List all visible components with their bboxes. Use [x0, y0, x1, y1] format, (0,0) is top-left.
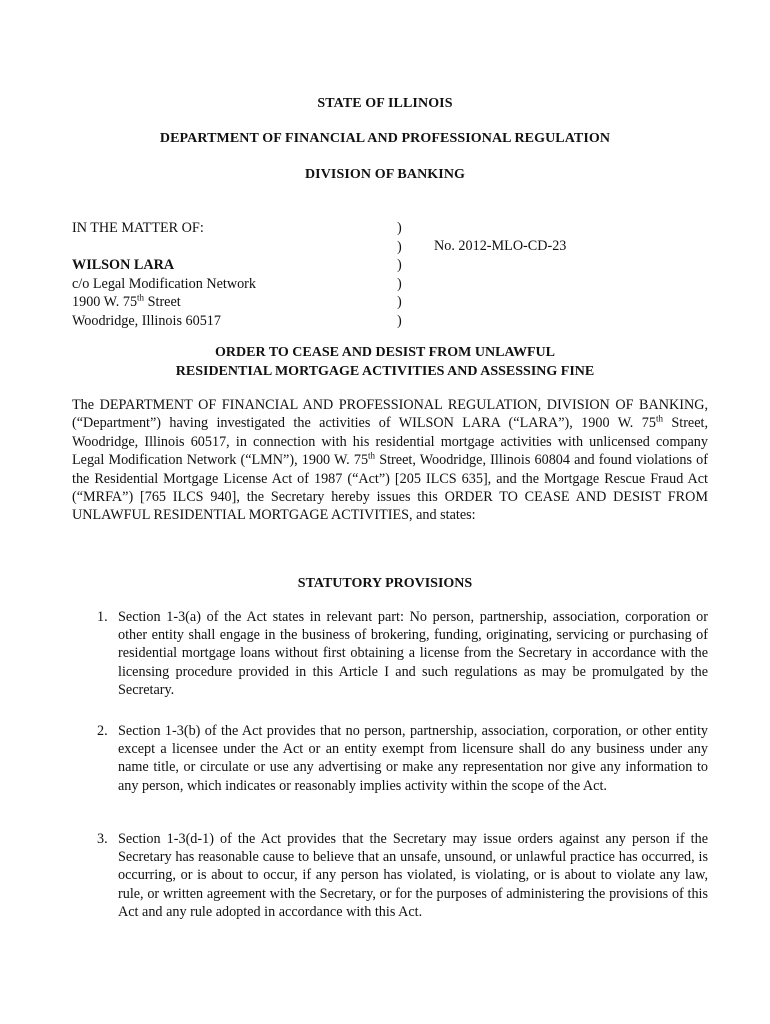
provision-text: Section 1-3(b) of the Act provides that no person, partnership, association, corporation, or other entity except a licensee under the Act or an entity exempt from licensure shall do any business under any name title, or circulate or use any advertising or make any representation nor give any information to any person, which indicates or reasonably implies activity within the scope of the Act. [118, 723, 708, 794]
state-heading: STATE OF ILLINOIS [317, 96, 453, 111]
order-title [0, 344, 770, 381]
respondent-address-line1: c/o Legal Modification Network [72, 275, 256, 292]
order-title-line1: ORDER TO CEASE AND DESIST FROM UNLAWFUL [215, 345, 555, 360]
order-title-line2: RESIDENTIAL MORTGAGE ACTIVITIES AND ASSESSING FINE [175, 363, 595, 379]
in-the-matter-label: IN THE MATTER OF: [72, 220, 204, 236]
respondent-address-line3: Woodridge, Illinois 60517 [72, 312, 221, 329]
provision-text: Section 1-3(a) of the Act states in relevant part: No person, partnership, association, corporation or other entity shall engage in the business of brokering, funding, originating, servicing or purchasing of residential mortgage loans without first obtaining a license from the Secretary in accordance with the licensing procedure provided in this Article I and such regulations as may be promulgated by the Secretary. [118, 609, 708, 698]
case-number: No. 2012-MLO-CD-23 [434, 238, 567, 254]
respondent-name: WILSON LARA [72, 257, 175, 273]
provision-number: 1. [97, 609, 108, 625]
provision-number: 3. [97, 831, 108, 847]
department-heading: DEPARTMENT OF FINANCIAL AND PROFESSIONAL REGULATION [159, 131, 611, 146]
respondent-address-line2: 1900 W. 75th Street [72, 292, 181, 310]
division-heading: DIVISION OF BANKING [304, 167, 466, 182]
intro-paragraph: The DEPARTMENT OF FINANCIAL AND PROFESSIONAL REGULATION, DIVISION OF BANKING, (“Department”) having investigated the activities of WILSON LARA (“LARA”), 1900 W. 75th Street, Woodridge, Illinois 60517, in connection with his residential mortgage activities with unlicensed company Legal Modification Network (“LMN”), 1900 W. 75th Street, Woodridge, Illinois 60804 and found violations of the Residential Mortgage License Act of 1987 (“Act”) [205 ILCS 635], and the Mortgage Rescue Fraud Act (“MRFA”) [765 ILCS 940], the Secretary hereby issues this ORDER TO CEASE AND DESIST FROM UNLAWFUL RESIDENTIAL MORTGAGE ACTIVITIES, and states: [72, 397, 709, 524]
statutory-provisions-heading: STATUTORY PROVISIONS [297, 576, 473, 591]
case-caption [72, 219, 382, 330]
caption-parentheses: ) ) ) ) ) ) [397, 220, 402, 329]
provision-text: Section 1-3(d-1) of the Act provides that the Secretary may issue orders against any person if the Secretary has reasonable cause to believe that an unsafe, unsound, or unlawful practice has occurred, is occurring, or is about to occur, if any person has violated, is violating, or is about to violate any law, rule, or written agreement with the Secretary, or for the purposes of administering the provisions of this Act and any rule adopted in accordance with this Act. [118, 831, 708, 920]
provision-number: 2. [97, 723, 108, 739]
